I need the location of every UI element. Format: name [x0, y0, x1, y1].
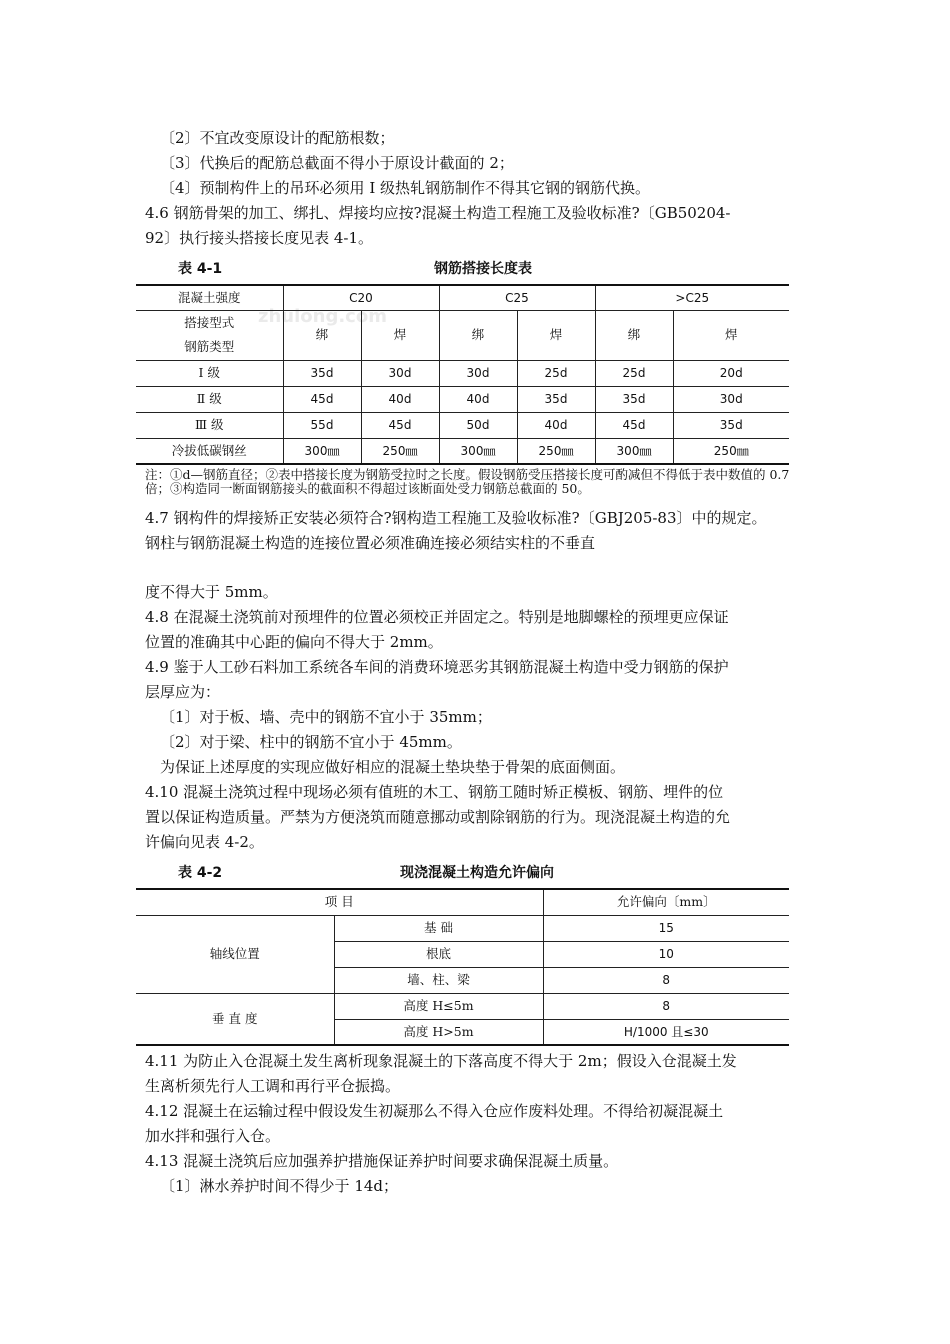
value-cell: 8	[543, 967, 789, 993]
table-title: 钢筋搭接长度表	[434, 261, 532, 277]
paragraph: 4.9 鉴于人工砂石料加工系统各车间的消费环境恶劣其钢筋混凝土构造中受力钢筋的保护	[145, 658, 729, 676]
sub-header: 焊	[673, 310, 789, 360]
cell: 250㎜	[517, 438, 595, 464]
paragraph: 4.12 混凝土在运输过程中假设发生初凝那么不得入仓应作废料处理。不得给初凝混凝土	[145, 1102, 724, 1120]
cell: 35d	[283, 360, 361, 386]
item-cell: 根底	[334, 941, 543, 967]
paragraph: 许偏向见表 4-2。	[145, 833, 264, 851]
paragraph: 4.6 钢筋骨架的加工、绑扎、焊接均应按?混凝土构造工程施工及验收标准?〔GB50204-	[145, 204, 731, 222]
cell: 300㎜	[439, 438, 517, 464]
cell: 45d	[361, 412, 439, 438]
cell: 35d	[673, 412, 789, 438]
table-row	[136, 412, 789, 438]
paragraph: 置以保证构造质量。严禁为方便浇筑而随意挪动或割除钢筋的行为。现浇混凝土构造的允	[145, 808, 731, 826]
row-label: 冷拔低碳钢丝	[136, 438, 283, 464]
paragraph: 〔4〕预制构件上的吊环必须用 I 级热轧钢筋制作不得其它钢的钢筋代换。	[160, 179, 651, 197]
cell: 300㎜	[595, 438, 673, 464]
watermark: zhulong.com	[258, 306, 387, 327]
paragraph: 层厚应为：	[145, 683, 221, 701]
paragraph: 生离析须先行人工调和再行平仓振捣。	[145, 1077, 401, 1095]
paragraph: 〔1〕淋水养护时间不得少于 14d；	[160, 1177, 399, 1195]
grade-header: C25	[439, 285, 595, 310]
item-cell: 高度 H≤5m	[334, 993, 543, 1019]
cell: 35d	[595, 386, 673, 412]
value-cell: H/1000 且≤30	[543, 1019, 789, 1045]
paragraph: 钢柱与钢筋混凝土构造的连接位置必须准确连接必须结实柱的不垂直	[145, 534, 596, 552]
table-note: 注：①d—钢筋直径；②表中搭接长度为钢筋受拉时之长度。假设钢筋受压搭接长度可酌减但不得低于表中数值的 0.7 倍；③构造同一断面钢筋接头的截面积不得超过该断面处受力钢筋总截面的 50。	[145, 467, 790, 496]
paragraph: 位置的准确其中心距的偏向不得大于 2mm。	[145, 633, 443, 651]
group-label: 轴线位置	[136, 915, 334, 993]
cell: 40d	[361, 386, 439, 412]
cell: 45d	[595, 412, 673, 438]
paragraph: 4.7 钢构件的焊接矫正安装必须符合?钢构造工程施工及验收标准?〔GBJ205-83〕中的规定。	[145, 509, 767, 527]
cell: 250㎜	[673, 438, 789, 464]
cell: 40d	[517, 412, 595, 438]
sub-header: 焊	[517, 310, 595, 360]
sub-header: 绑	[439, 310, 517, 360]
header-steel: 钢筋类型	[184, 339, 235, 354]
cell: 35d	[517, 386, 595, 412]
table-row	[136, 993, 789, 1019]
deviation-table	[136, 888, 789, 1046]
table-row	[136, 438, 789, 464]
header-deviation: 允许偏向〔mm〕	[543, 889, 789, 915]
paragraph: 〔2〕对于梁、柱中的钢筋不宜小于 45mm。	[160, 733, 462, 751]
paragraph: 4.8 在混凝土浇筑前对预埋件的位置必须校正并固定之。特别是地脚螺栓的预埋更应保证	[145, 608, 729, 626]
cell: 30d	[361, 360, 439, 386]
table-row	[136, 360, 789, 386]
cell: 30d	[673, 386, 789, 412]
cell: 25d	[517, 360, 595, 386]
cell: 20d	[673, 360, 789, 386]
cell: 45d	[283, 386, 361, 412]
header-cell	[136, 310, 283, 360]
sub-header: 绑	[595, 310, 673, 360]
table-label: 表 4-2	[178, 865, 223, 881]
paragraph: 度不得大于 5mm。	[145, 583, 278, 601]
table-label: 表 4-1	[178, 261, 223, 277]
sub-header: 焊	[361, 310, 439, 360]
cell: 55d	[283, 412, 361, 438]
table-title: 现浇混凝土构造允许偏向	[400, 865, 554, 881]
cell: 250㎜	[361, 438, 439, 464]
grade-header: >C25	[595, 285, 789, 310]
paragraph: 为保证上述厚度的实现应做好相应的混凝土垫块垫于骨架的底面侧面。	[160, 758, 626, 776]
item-cell: 基 础	[334, 915, 543, 941]
paragraph: 4.10 混凝土浇筑过程中现场必须有值班的木工、钢筋工随时矫正模板、钢筋、埋件的位	[145, 783, 724, 801]
paragraph: 〔2〕不宜改变原设计的配筋根数；	[160, 129, 395, 147]
item-cell: 墙、柱、梁	[334, 967, 543, 993]
row-label: Ⅱ 级	[136, 386, 283, 412]
header-cell: 混凝土强度	[136, 285, 283, 310]
header-item: 项 目	[136, 889, 543, 915]
cell: 300㎜	[283, 438, 361, 464]
value-cell: 10	[543, 941, 789, 967]
table-row	[136, 386, 789, 412]
paragraph: 加水拌和强行入仓。	[145, 1127, 281, 1145]
row-label: Ⅲ 级	[136, 412, 283, 438]
cell: 50d	[439, 412, 517, 438]
paragraph: 92〕执行接头搭接长度见表 4-1。	[145, 229, 374, 247]
paragraph: 〔3〕代换后的配筋总截面不得小于原设计截面的 2；	[160, 154, 514, 172]
header-type: 搭接型式	[184, 315, 235, 330]
value-cell: 15	[543, 915, 789, 941]
cell: 25d	[595, 360, 673, 386]
paragraph: 4.13 混凝土浇筑后应加强养护措施保证养护时间要求确保混凝土质量。	[145, 1152, 619, 1170]
group-label: 垂 直 度	[136, 993, 334, 1045]
table-row	[136, 915, 789, 941]
item-cell: 高度 H>5m	[334, 1019, 543, 1045]
value-cell: 8	[543, 993, 789, 1019]
sub-header: 绑	[283, 310, 361, 360]
grade-header: C20	[283, 285, 439, 310]
paragraph: 〔1〕对于板、墙、壳中的钢筋不宜小于 35mm；	[160, 708, 492, 726]
row-label: Ⅰ 级	[136, 360, 283, 386]
cell: 40d	[439, 386, 517, 412]
lap-length-table	[136, 284, 789, 465]
paragraph: 4.11 为防止入仓混凝土发生离析现象混凝土的下落高度不得大于 2m；假设入仓混凝土发	[145, 1052, 737, 1070]
cell: 30d	[439, 360, 517, 386]
